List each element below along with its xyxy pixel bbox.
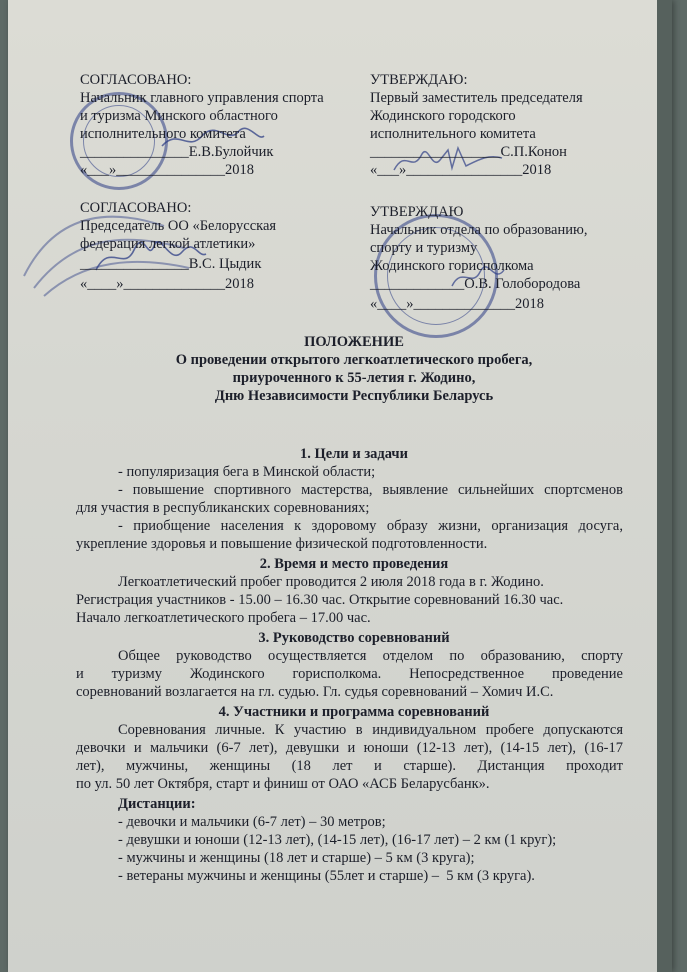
agreed2-line2: федерация легкой атлетики» <box>80 236 256 252</box>
approve1-signer: __________________С.П.Конон <box>370 144 567 160</box>
section-2-line: Начало легкоатлетического пробега – 17.00 час. <box>76 610 371 626</box>
section-2-line: Регистрация участников - 15.00 – 16.30 час. Открытие соревнований 16.30 час. <box>76 592 564 608</box>
agreed2-signer: _______________В.С. Цыдик <box>80 256 262 272</box>
section-2-line: Легкоатлетический пробег проводится 2 июля 2018 года в г. Жодино. <box>118 574 544 590</box>
section-4-line: лет), мужчины, женщины (18 лет и старше). Дистанция проходит <box>76 758 623 774</box>
agreed2-line1: Председатель ОО «Белорусская <box>80 218 277 234</box>
distance-item: - девочки и мальчики (6-7 лет) – 30 метров; <box>118 814 386 830</box>
approve1-line1: Первый заместитель председателя <box>370 90 583 106</box>
section-4-heading: 4. Участники и программа соревнований <box>218 704 490 720</box>
section-3-line: соревнований возлагается на гл. судью. Гл. судья соревнований – Хомич И.С. <box>76 684 554 700</box>
document-title: ПОЛОЖЕНИЕ <box>304 334 404 350</box>
approve2-title: УТВЕРЖДАЮ <box>370 204 464 220</box>
approve2-signer: _____________О.В. Голобородова <box>370 276 581 292</box>
section-1-line: укрепление здоровья и повышение физической подготовленности. <box>76 536 488 552</box>
agreed2-title: СОГЛАСОВАНО: <box>80 200 192 216</box>
agreed1-signer: _______________Е.В.Булойчик <box>80 144 274 160</box>
approve2-date: «____»______________2018 <box>370 296 544 312</box>
document-subtitle-1: О проведении открытого легкоатлетического пробега, <box>175 352 533 368</box>
section-1-line: для участия в республиканских соревнованиях; <box>76 500 370 516</box>
agreed1-line3: исполнительного комитета <box>80 126 246 142</box>
approve1-date: «___»________________2018 <box>370 162 552 178</box>
page-edge <box>657 0 672 972</box>
section-3-line: и туризму Жодинского горисполкома. Непосредственное проведение <box>76 666 623 682</box>
agreed2-date: «____»______________2018 <box>80 276 254 292</box>
document-subtitle-2: приуроченного к 55-летия г. Жодино, <box>232 370 476 386</box>
section-1-line: - популяризация бега в Минской области; <box>118 464 376 480</box>
section-3-heading: 3. Руководство соревнований <box>258 630 450 646</box>
section-1-line: - приобщение населения к здоровому образу жизни, организация досуга, <box>118 518 623 534</box>
section-4-line: по ул. 50 лет Октября, старт и финиш от ОАО «АСБ Беларусбанк». <box>76 776 490 792</box>
distance-item: - ветераны мужчины и женщины (55лет и старше) – 5 км (3 круга). <box>118 868 535 884</box>
approve2-line1: Начальник отдела по образованию, <box>370 222 588 238</box>
distance-item: - девушки и юноши (12-13 лет), (14-15 лет), (16-17 лет) – 2 км (1 круг); <box>118 832 557 848</box>
agreed1-date: «___»_______________2018 <box>80 162 254 178</box>
approve1-title: УТВЕРЖДАЮ: <box>370 72 468 88</box>
section-3-line: Общее руководство осуществляется отделом по образованию, спорту <box>118 648 623 664</box>
section-1-line: - повышение спортивного мастерства, выявление сильнейших спортсменов <box>118 482 623 498</box>
section-2-heading: 2. Время и место проведения <box>259 556 449 572</box>
approve1-line2: Жодинского городского <box>370 108 516 124</box>
document-page <box>8 0 672 972</box>
agreed1-line2: и туризма Минского областного <box>80 108 278 124</box>
distance-item: - мужчины и женщины (18 лет и старше) – 5 км (3 круга); <box>118 850 475 866</box>
section-4-line: девочки и мальчики (6-7 лет), девушки и юноши (12-13 лет), (14-15 лет), (16-17 <box>76 740 623 756</box>
approve2-line3: Жодинского горисполкома <box>370 258 534 274</box>
section-4-line: Соревнования личные. К участию в индивидуальном пробеге допускаются <box>118 722 623 738</box>
distances-title: Дистанции: <box>118 796 196 812</box>
document-subtitle-3: Дню Независимости Республики Беларусь <box>214 388 494 404</box>
approve2-line2: спорту и туризму <box>370 240 478 256</box>
approve1-line3: исполнительного комитета <box>370 126 536 142</box>
agreed1-line1: Начальник главного управления спорта <box>80 90 324 106</box>
section-1-heading: 1. Цели и задачи <box>300 446 408 462</box>
agreed1-title: СОГЛАСОВАНО: <box>80 72 192 88</box>
